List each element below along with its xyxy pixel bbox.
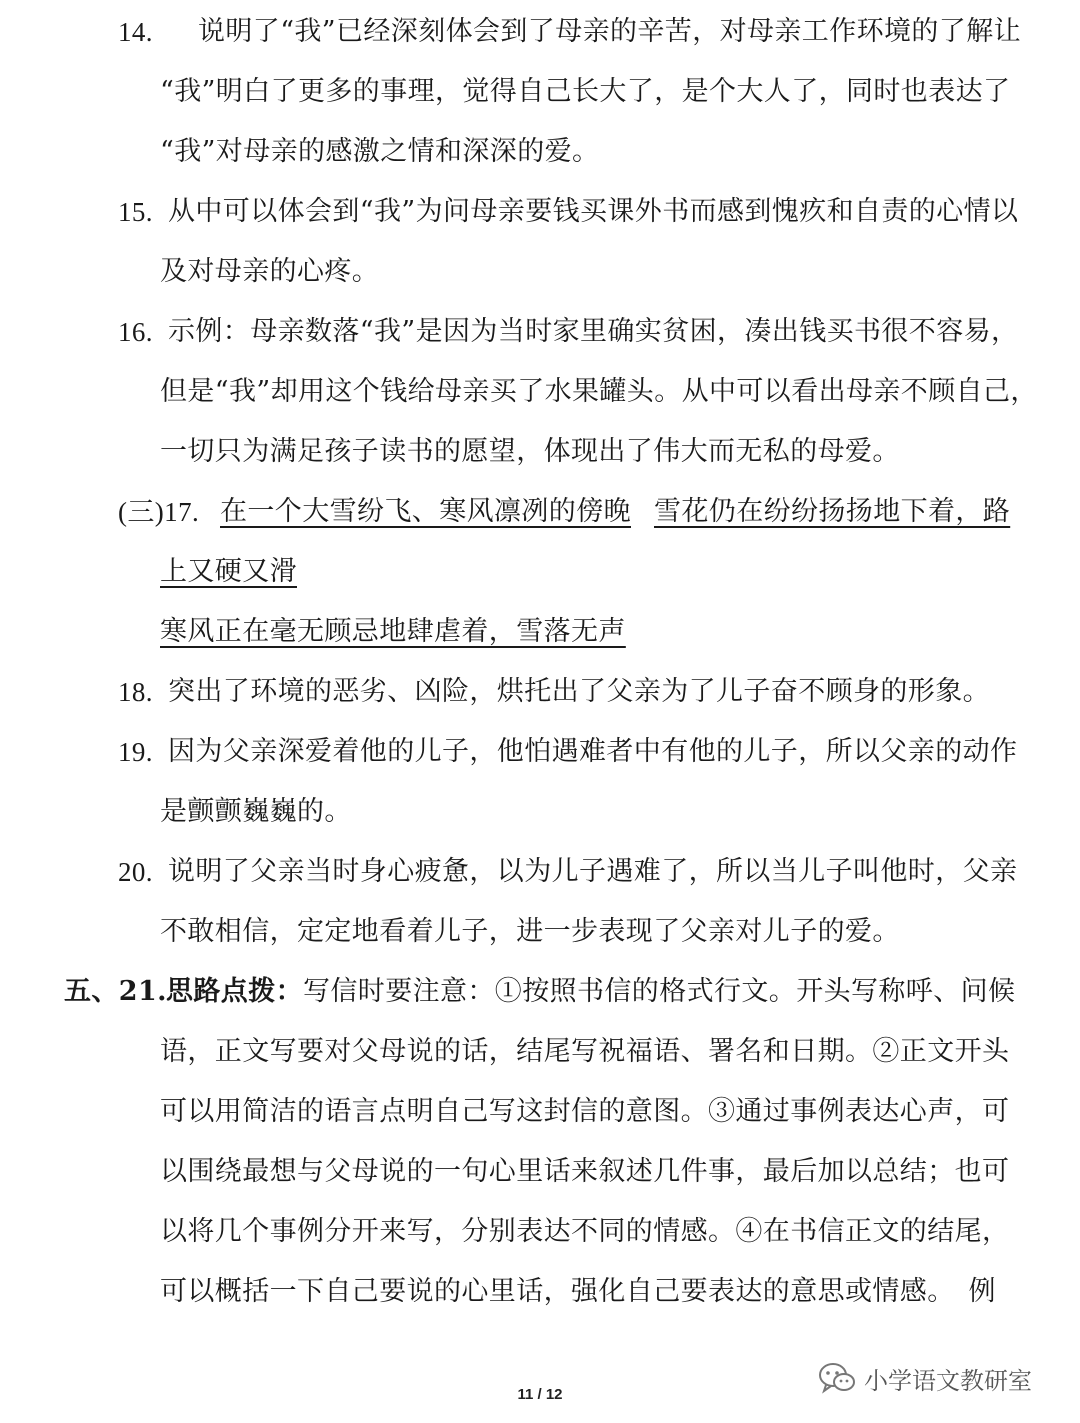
answer-21-line-5: 以将几个事例分开来写，分别表达不同的情感。④在书信正文的结尾， [160,1216,1010,1247]
answer-17-blank-2-line-2: 上又硬又滑 [160,556,297,587]
answer-20-line-2: 不敢相信，定定地看着儿子，进一步表现了父亲对儿子的爱。 [160,916,900,947]
answer-21-line-1-text: 写信时要注意：①按照书信的格式行文。开头写称呼、问候 [303,976,1016,1007]
answer-16-line-2: 但是“我”却用这个钱给母亲买了水果罐头。从中可以看出母亲不顾自己， [160,376,1038,407]
watermark-text: 小学语文教研室 [864,1366,1032,1395]
answer-21-line-4: 以围绕最想与父母说的一句心里话来叙述几件事，最后加以总结；也可 [160,1156,1010,1187]
answer-21-hint-label: 思路点拨： [166,976,303,1007]
answer-17-blank-3: 寒风正在毫无顾忌地肆虐着，雪落无声 [160,616,626,647]
answer-16-line-1: 示例：母亲数落“我”是因为当时家里确实贫困，凑出钱买书很不容易， [168,316,1019,347]
answer-19-line-1: 因为父亲深爱着他的儿子，他怕遇难者中有他的儿子，所以父亲的动作 [168,736,1018,767]
answer-15-line-1: 从中可以体会到“我”为问母亲要钱买课外书而感到愧疚和自责的心情以 [168,196,1019,227]
answer-14-line-1: 说明了“我”已经深刻体会到了母亲的辛苦，对母亲工作环境的了解让 [198,16,1022,47]
item-number-16: 16. [118,317,153,347]
answer-17-blank-1: 在一个大雪纷飞、寒风凛冽的傍晚 [220,496,631,527]
item-number-21: 五、21. [64,976,167,1007]
answer-15-line-2: 及对母亲的心疼。 [160,256,380,287]
answer-21-line-3: 可以用简洁的语言点明自己写这封信的意图。③通过事例表达心声，可 [160,1096,1010,1127]
answer-14-line-2: “我”明白了更多的事理，觉得自己长大了，是个大人了，同时也表达了 [160,76,1011,107]
page-number: 11 / 12 [517,1386,563,1403]
answer-17-blank-2-line-1: 雪花仍在纷纷扬扬地下着，路 [654,496,1011,527]
answer-16-line-3: 一切只为满足孩子读书的愿望，体现出了伟大而无私的母爱。 [160,436,900,467]
item-number-15: 15. [118,197,153,227]
item-number-17: (三)17. [118,497,200,527]
item-number-20: 20. [118,857,153,887]
answer-18-line-1: 突出了环境的恶劣、凶险，烘托出了父亲为了儿子奋不顾身的形象。 [168,676,990,707]
answer-21-line-1 [166,974,1015,1010]
answer-21-line-6: 可以概括一下自己要说的心里话，强化自己要表达的意思或情感。 例 [160,1276,996,1307]
item-number-18: 18. [118,677,153,707]
answer-19-line-2: 是颤颤巍巍的。 [160,796,352,827]
answer-14-line-3: “我”对母亲的感激之情和深深的爱。 [160,136,600,167]
answer-21-line-2: 语，正文写要对父母说的话，结尾写祝福语、署名和日期。②正文开头 [160,1036,1010,1067]
answer-20-line-1: 说明了父亲当时身心疲惫，以为儿子遇难了，所以当儿子叫他时，父亲 [168,856,1018,887]
item-number-19: 19. [118,737,153,767]
item-number-14: 14. [118,17,153,47]
